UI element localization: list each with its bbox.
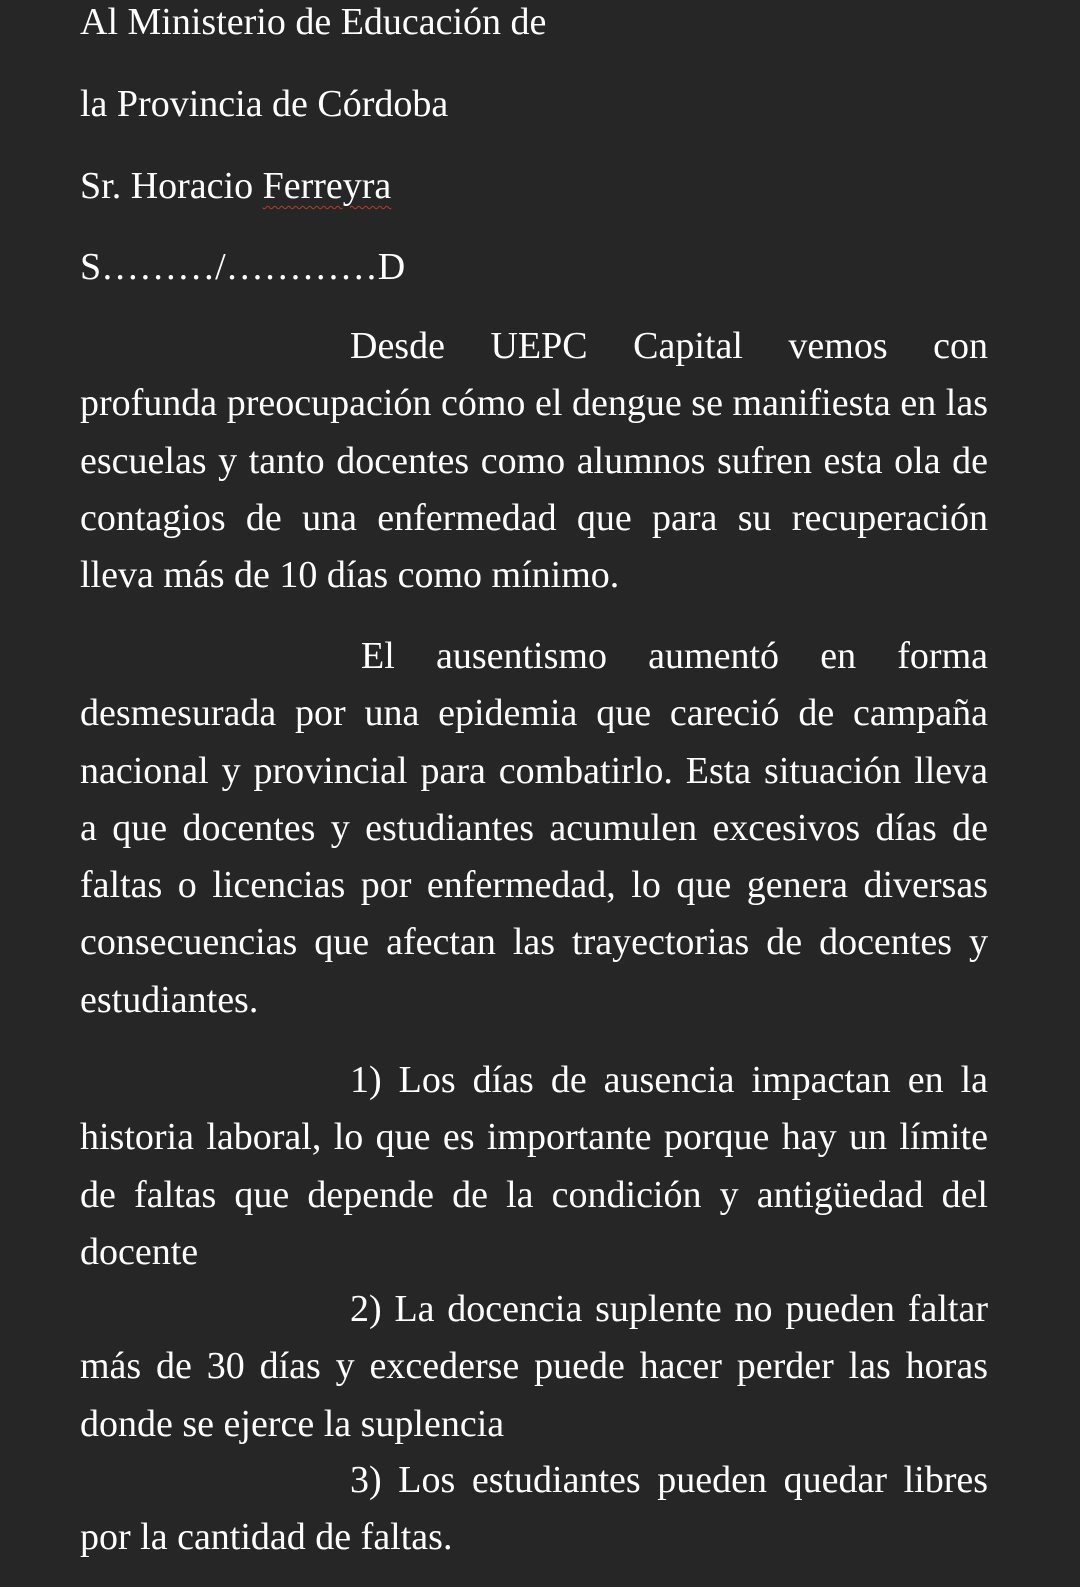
salutation-line: S………/…………D bbox=[80, 246, 406, 288]
list-item-3: 3) Los estudiantes pueden quedar libres por la cantidad de faltas. bbox=[80, 1459, 988, 1559]
recipient-line-3 bbox=[80, 164, 391, 208]
recipient-line-2: la Provincia de Córdoba bbox=[80, 83, 449, 125]
list-item-1: 1) Los días de ausencia impactan en la historia laboral, lo que es importante porque hay un límite de faltas que depende de la condición y antigüedad del docente bbox=[80, 1059, 988, 1273]
body-paragraph-2: El ausentismo aumentó en forma desmesurada por una epidemia que careció de campaña nacional y provincial para combatirlo. Esta situación lleva a que docentes y estudiantes acumulen excesivos días de faltas o licencias por enfermedad, lo que genera diversas consecuencias que afectan las trayectorias de docentes y estudiantes. bbox=[80, 635, 988, 1021]
recipient-line-1: Al Ministerio de Educación de bbox=[80, 1, 547, 43]
recipient-title: Sr. Horacio bbox=[80, 165, 263, 207]
body-paragraph-1: Desde UEPC Capital vemos con profunda preocupación cómo el dengue se manifiesta en las escuelas y tanto docentes como alumnos sufren esta ola de contagios de una enfermedad que para su recuperación lleva más de 10 días como mínimo. bbox=[80, 325, 988, 597]
list-item-2: 2) La docencia suplente no pueden faltar más de 30 días y excederse puede hacer perder las horas donde se ejerce la suplencia bbox=[80, 1288, 988, 1445]
recipient-surname: Ferreyra bbox=[262, 165, 392, 207]
